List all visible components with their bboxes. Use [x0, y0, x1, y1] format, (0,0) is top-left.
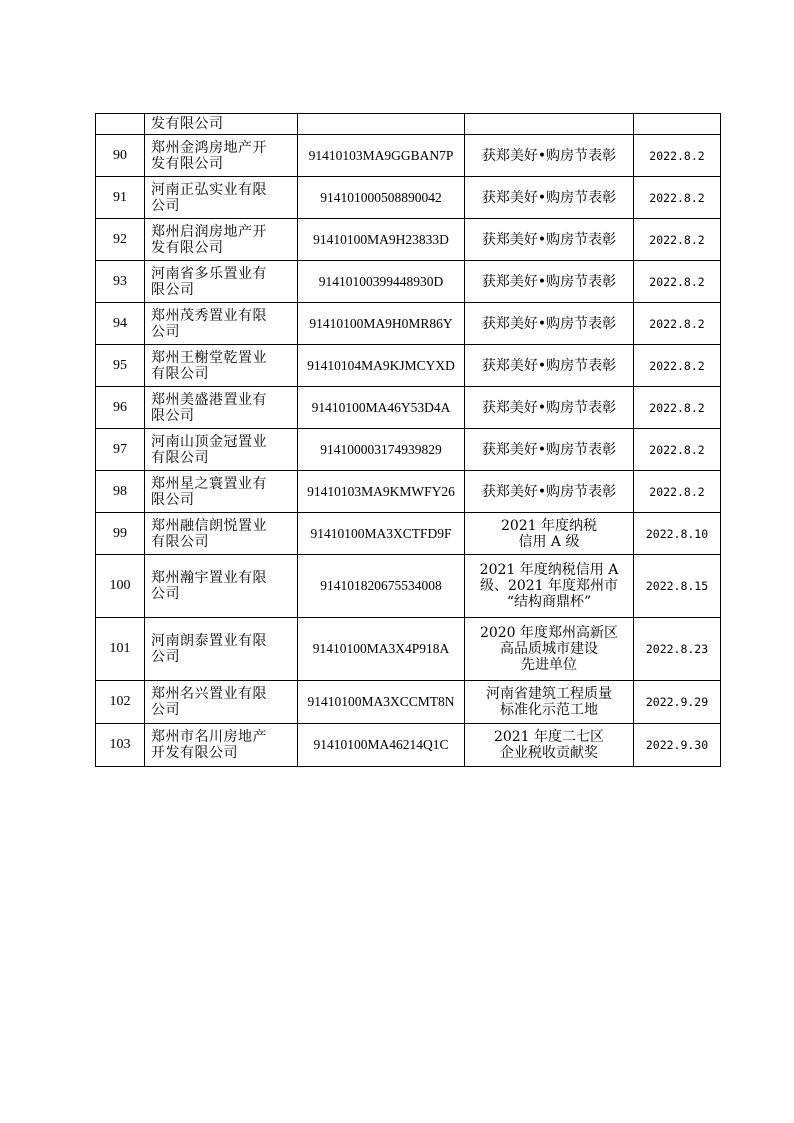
company-name-line: 河南省多乐置业有 [151, 265, 267, 282]
company-name [145, 387, 298, 429]
award-date: 2022.8.23 [634, 618, 721, 681]
table-row [96, 303, 721, 345]
row-number [96, 114, 145, 135]
row-number: 101 [96, 618, 145, 681]
company-name [145, 345, 298, 387]
company-name-line: 郑州星之寰置业有 [151, 475, 267, 492]
table-row [96, 135, 721, 177]
award-line: 2020 年度郑州高新区 [479, 625, 619, 641]
row-number: 92 [96, 219, 145, 261]
award-line: 级、2021 年度郑州市 [479, 578, 619, 594]
award-name [465, 724, 634, 767]
company-name-line: 郑州茂秀置业有限 [151, 307, 267, 324]
award-line: 先进单位 [521, 657, 577, 673]
credit-code: 91410103MA9KMWFY26 [298, 471, 465, 513]
credit-code: 91410100MA46Y53D4A [298, 387, 465, 429]
row-number: 90 [96, 135, 145, 177]
award-line: 获郑美好•购房节表彰 [481, 273, 617, 290]
company-name-line: 郑州融信朗悦置业 [151, 517, 267, 534]
award-name [465, 555, 634, 618]
award-date: 2022.8.2 [634, 471, 721, 513]
table-row [96, 261, 721, 303]
award-name [465, 429, 634, 471]
award-name [465, 261, 634, 303]
award-date: 2022.9.29 [634, 681, 721, 724]
award-line: 获郑美好•购房节表彰 [481, 357, 617, 374]
award-name [465, 471, 634, 513]
award-date: 2022.8.15 [634, 555, 721, 618]
credit-code: 91410104MA9KJMCYXD [298, 345, 465, 387]
company-name [145, 681, 298, 724]
table-row [96, 387, 721, 429]
company-name-line: 公司 [151, 649, 180, 665]
award-date: 2022.8.2 [634, 135, 721, 177]
company-name [145, 135, 298, 177]
row-number: 94 [96, 303, 145, 345]
award-date [634, 114, 721, 135]
table-row [96, 513, 721, 555]
award-date: 2022.8.2 [634, 303, 721, 345]
award-line: 获郑美好•购房节表彰 [481, 441, 617, 458]
row-number: 100 [96, 555, 145, 618]
credit-code [298, 114, 465, 135]
company-name-line: 公司 [151, 586, 180, 602]
award-line: 2021 年度纳税信用 A [479, 562, 619, 578]
award-name [465, 681, 634, 724]
company-name [145, 114, 298, 135]
company-name-line: 公司 [151, 323, 180, 340]
company-name [145, 724, 298, 767]
row-number: 99 [96, 513, 145, 555]
credit-code: 914101000508890042 [298, 177, 465, 219]
credit-code: 91410100MA3XCCMT8N [298, 681, 465, 724]
company-name-line: 郑州市名川房地产 [151, 729, 267, 745]
credit-code: 91410100MA3X4P918A [298, 618, 465, 681]
company-name-line: 有限公司 [151, 365, 209, 382]
award-line: 获郑美好•购房节表彰 [481, 147, 617, 164]
award-date: 2022.9.30 [634, 724, 721, 767]
company-name-line: 河南正弘实业有限 [151, 181, 267, 198]
row-number: 98 [96, 471, 145, 513]
company-name-line: 有限公司 [151, 449, 209, 466]
award-date: 2022.8.2 [634, 387, 721, 429]
company-name-line: 河南山顶金冠置业 [151, 433, 267, 450]
company-name-line: 郑州名兴置业有限 [151, 686, 267, 702]
awards-table [95, 113, 721, 767]
credit-code: 914101820675534008 [298, 555, 465, 618]
award-name [465, 618, 634, 681]
award-date: 2022.8.2 [634, 345, 721, 387]
credit-code: 91410100MA3XCTFD9F [298, 513, 465, 555]
award-line: 企业税收贡献奖 [500, 745, 598, 761]
award-name [465, 177, 634, 219]
company-name-line: 发有限公司 [151, 155, 224, 172]
company-name-line: 郑州王榭堂乾置业 [151, 349, 267, 366]
award-line: 标准化示范工地 [500, 702, 598, 718]
row-number: 103 [96, 724, 145, 767]
award-date: 2022.8.10 [634, 513, 721, 555]
award-line: “结构商鼎杯” [506, 594, 592, 610]
company-name-line: 开发有限公司 [151, 745, 238, 761]
company-name [145, 219, 298, 261]
row-number: 96 [96, 387, 145, 429]
award-name [465, 345, 634, 387]
award-line: 获郑美好•购房节表彰 [481, 315, 617, 332]
row-number: 95 [96, 345, 145, 387]
company-name-line: 限公司 [151, 281, 195, 298]
award-date: 2022.8.2 [634, 429, 721, 471]
row-number: 93 [96, 261, 145, 303]
company-name-line: 有限公司 [151, 533, 209, 550]
award-line: 获郑美好•购房节表彰 [481, 189, 617, 206]
credit-code: 91410100399448930D [298, 261, 465, 303]
company-name [145, 429, 298, 471]
award-name [465, 114, 634, 135]
award-line: 河南省建筑工程质量 [486, 686, 612, 702]
credit-code: 914100003174939829 [298, 429, 465, 471]
company-name [145, 555, 298, 618]
award-date: 2022.8.2 [634, 177, 721, 219]
award-name [465, 513, 634, 555]
award-name [465, 387, 634, 429]
award-date: 2022.8.2 [634, 219, 721, 261]
award-date: 2022.8.2 [634, 261, 721, 303]
table-row [96, 114, 721, 135]
credit-code: 91410103MA9GGBAN7P [298, 135, 465, 177]
awards-table-body [96, 114, 721, 767]
company-name-line: 河南朗泰置业有限 [151, 633, 267, 649]
table-row [96, 724, 721, 767]
table-row [96, 471, 721, 513]
award-line: 高品质城市建设 [500, 641, 598, 657]
company-name [145, 261, 298, 303]
award-name [465, 135, 634, 177]
row-number: 97 [96, 429, 145, 471]
award-name [465, 303, 634, 345]
award-name [465, 219, 634, 261]
row-number: 91 [96, 177, 145, 219]
company-name-line: 郑州美盛港置业有 [151, 391, 267, 408]
company-name-line: 限公司 [151, 491, 195, 508]
company-name-line: 公司 [151, 197, 180, 214]
company-name [145, 177, 298, 219]
company-name-line: 公司 [151, 702, 180, 718]
award-line: 获郑美好•购房节表彰 [481, 483, 617, 500]
credit-code: 91410100MA9H23833D [298, 219, 465, 261]
table-row [96, 681, 721, 724]
company-name [145, 471, 298, 513]
table-row [96, 345, 721, 387]
company-name-line: 限公司 [151, 407, 195, 424]
award-line: 2021 年度二七区 [493, 729, 605, 745]
company-name [145, 303, 298, 345]
company-name [145, 513, 298, 555]
table-row [96, 177, 721, 219]
credit-code: 91410100MA9H0MR86Y [298, 303, 465, 345]
table-row [96, 618, 721, 681]
company-name-line: 发有限公司 [151, 239, 224, 256]
company-name [145, 618, 298, 681]
company-name-line: 郑州金鸿房地产开 [151, 139, 267, 156]
credit-code: 91410100MA46214Q1C [298, 724, 465, 767]
table-row [96, 219, 721, 261]
company-name-line: 郑州瀚宇置业有限 [151, 570, 267, 586]
table-row [96, 429, 721, 471]
row-number: 102 [96, 681, 145, 724]
award-line: 获郑美好•购房节表彰 [481, 231, 617, 248]
award-line: 信用 A 级 [518, 533, 580, 550]
company-name-line: 郑州启润房地产开 [151, 223, 267, 240]
award-line: 2021 年度纳税 [500, 517, 598, 534]
company-name-line: 发有限公司 [151, 116, 224, 132]
award-line: 获郑美好•购房节表彰 [481, 399, 617, 416]
table-row [96, 555, 721, 618]
